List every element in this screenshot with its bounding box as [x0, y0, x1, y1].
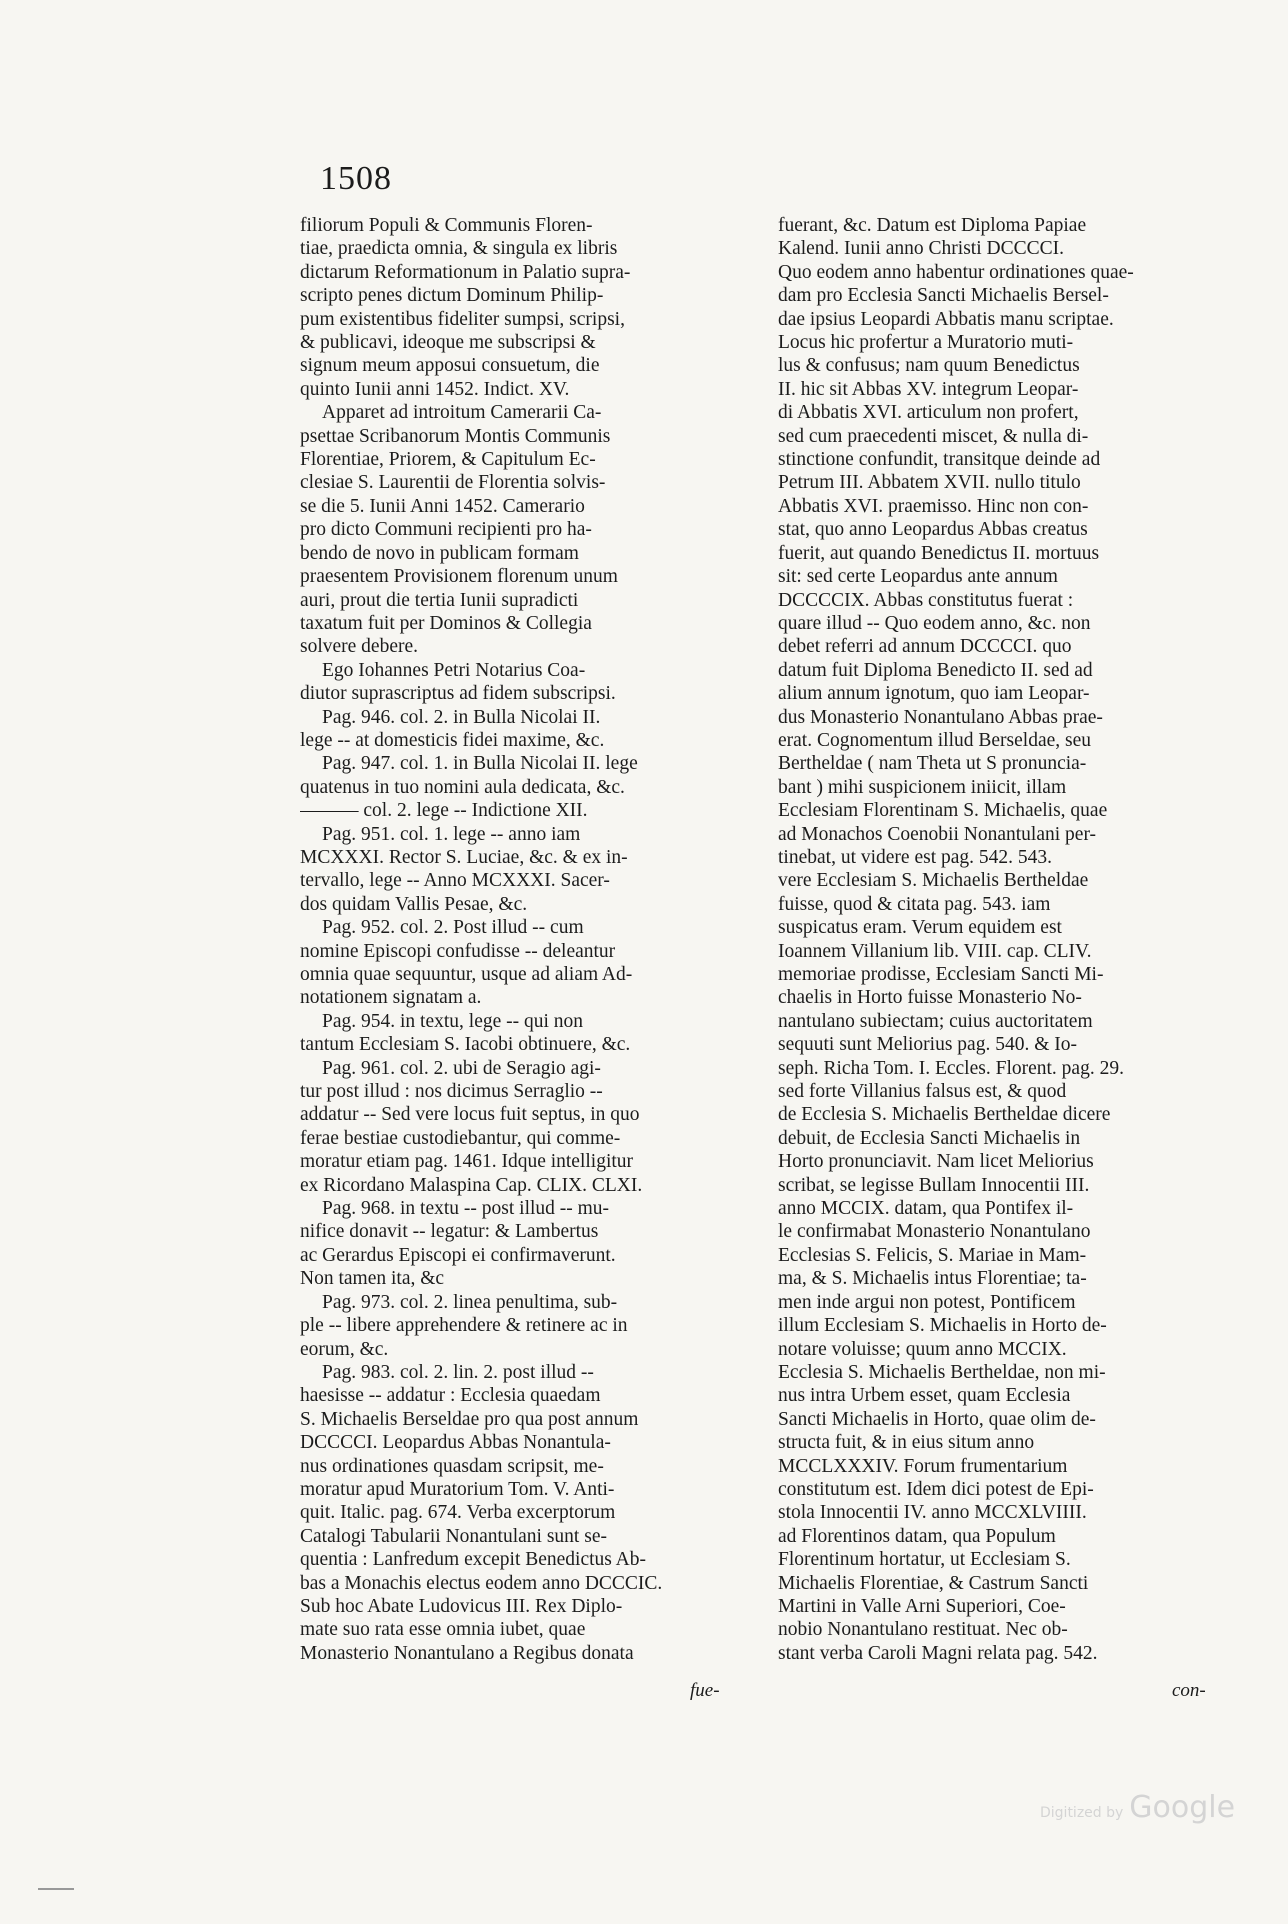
- text-line: sequuti sunt Meliorius pag. 540. & Io-: [778, 1034, 1077, 1056]
- watermark-prefix: Digitized by: [1040, 1805, 1124, 1821]
- text-line: Bertheldae ( nam Theta ut S pronuncia-: [778, 753, 1087, 775]
- text-line: de Ecclesia S. Michaelis Bertheldae dicere: [778, 1104, 1111, 1126]
- watermark-brand: Google: [1129, 1790, 1236, 1825]
- text-line: structa fuit, & in eius situm anno: [778, 1432, 1035, 1454]
- text-line: Horto pronunciavit. Nam licet Meliorius: [778, 1151, 1094, 1173]
- text-line: Ego Iohannes Petri Notarius Coa-: [322, 659, 586, 681]
- text-line: & publicavi, ideoque me subscripsi &: [300, 332, 596, 354]
- text-line: nus ordinationes quasdam scripsit, me-: [300, 1455, 604, 1477]
- text-line: nobio Nonantulano restituat. Nec ob-: [778, 1619, 1068, 1641]
- text-line: moratur etiam pag. 1461. Idque intelligitur: [300, 1151, 634, 1173]
- text-line: suspicatus eram. Verum equidem est: [778, 917, 1062, 939]
- text-line: eorum, &c.: [300, 1338, 389, 1360]
- text-line: Petrum III. Abbatem XVII. nullo titulo: [778, 472, 1081, 494]
- text-line: Pag. 968. in textu -- post illud -- mu-: [322, 1198, 610, 1220]
- text-line: le confirmabat Monasterio Nonantulano: [778, 1221, 1091, 1243]
- text-line: stat, quo anno Leopardus Abbas creatus: [778, 519, 1088, 541]
- text-line: DCCCCI. Leopardus Abbas Nonantula-: [300, 1432, 611, 1454]
- text-line: Pag. 947. col. 1. in Bulla Nicolai II. lege: [322, 753, 638, 775]
- right-text-column: [778, 214, 1200, 1665]
- text-line: constitutum est. Idem dici potest de Epi-: [778, 1478, 1094, 1500]
- text-line: omnia quae sequuntur, usque ad aliam Ad-: [300, 964, 633, 985]
- text-line: Martini in Valle Arni Superiori, Coe-: [778, 1595, 1066, 1617]
- text-line: Michaelis Florentiae, & Castrum Sancti: [778, 1572, 1089, 1594]
- text-line: Pag. 946. col. 2. in Bulla Nicolai II.: [322, 706, 601, 728]
- text-line: illum Ecclesiam S. Michaelis in Horto de-: [778, 1315, 1107, 1337]
- text-line: sit: sed certe Leopardus ante annum: [778, 566, 1058, 588]
- text-line: fuerit, aut quando Benedictus II. mortuus: [778, 542, 1100, 564]
- text-line: datum fuit Diploma Benedicto II. sed ad: [778, 659, 1093, 681]
- digitization-watermark: [1040, 1790, 1235, 1825]
- text-line: ex Ricordano Malaspina Cap. CLIX. CLXI.: [300, 1174, 643, 1196]
- text-line: Abbatis XVI. praemisso. Hinc non con-: [778, 495, 1089, 517]
- text-line: filiorum Populi & Communis Floren-: [300, 215, 593, 236]
- scan-edge-mark: [38, 1888, 74, 1890]
- text-line: quatenus in tuo nomini aula dedicata, &c.: [300, 776, 625, 798]
- text-line: S. Michaelis Berseldae pro qua post annum: [300, 1408, 639, 1430]
- text-line: dictarum Reformationum in Palatio supra-: [300, 261, 631, 283]
- text-line: se die 5. Iunii Anni 1452. Camerario: [300, 495, 585, 517]
- text-line: quentia : Lanfredum excepit Benedictus Ab-: [300, 1549, 647, 1571]
- text-line: stinctione confundit, transitque deinde ad: [778, 449, 1101, 471]
- text-line: dus Monasterio Nonantulano Abbas prae-: [778, 706, 1103, 728]
- text-line: Sub hoc Abate Ludovicus III. Rex Diplo-: [300, 1595, 623, 1617]
- text-line: pum existentibus fideliter sumpsi, scripsi,: [300, 308, 625, 330]
- text-line: mate suo rata esse omnia iubet, quae: [300, 1619, 586, 1641]
- text-line: ad Florentinos datam, qua Populum: [778, 1525, 1056, 1547]
- text-line: nus intra Urbem esset, quam Ecclesia: [778, 1385, 1071, 1407]
- text-line: memoriae prodisse, Ecclesiam Sancti Mi-: [778, 964, 1104, 985]
- text-line: anno MCCIX. datam, qua Pontifex il-: [778, 1198, 1074, 1220]
- text-line: bant ) mihi suspicionem iniicit, illam: [778, 776, 1067, 798]
- text-line: sed cum praecedenti miscet, & nulla di-: [778, 425, 1089, 447]
- text-line: fuerant, &c. Datum est Diploma Papiae: [778, 215, 1087, 236]
- text-line: vere Ecclesiam S. Michaelis Bertheldae: [778, 870, 1089, 892]
- text-line: quit. Italic. pag. 674. Verba excerptorum: [300, 1502, 616, 1524]
- text-line: notationem signatam a.: [300, 987, 482, 1009]
- text-line: scripto penes dictum Dominum Philip-: [300, 285, 604, 307]
- text-line: bas a Monachis electus eodem anno DCCCIC.: [300, 1572, 663, 1594]
- text-line: Pag. 983. col. 2. lin. 2. post illud --: [322, 1361, 594, 1383]
- text-line: diutor suprascriptus ad fidem subscripsi.: [300, 683, 616, 705]
- text-line: nomine Episcopi confudisse -- deleantur: [300, 940, 616, 962]
- text-line: debet referri ad annum DCCCCI. quo: [778, 636, 1072, 658]
- text-line: Pag. 951. col. 1. lege -- anno iam: [322, 823, 581, 845]
- text-line: sed forte Villanius falsus est, & quod: [778, 1081, 1067, 1103]
- left-text-column: [300, 214, 720, 1665]
- text-line: Ioannem Villanium lib. VIII. cap. CLIV.: [778, 940, 1092, 962]
- text-line: alium annum ignotum, quo iam Leopar-: [778, 683, 1090, 705]
- text-line: taxatum fuit per Dominos & Collegia: [300, 612, 592, 634]
- text-line: praesentem Provisionem florenum unum: [300, 566, 618, 588]
- text-line: scribat, se legisse Bullam Innocentii III.: [778, 1174, 1090, 1196]
- text-line: Kalend. Iunii anno Christi DCCCCI.: [778, 238, 1064, 260]
- text-line: dos quidam Vallis Pesae, &c.: [300, 893, 528, 915]
- text-line: auri, prout die tertia Iunii supradicti: [300, 589, 579, 611]
- text-line: moratur apud Muratorium Tom. V. Anti-: [300, 1478, 615, 1500]
- text-line: ——— col. 2. lege -- Indictione XII.: [300, 800, 588, 822]
- text-line: Ecclesias S. Felicis, S. Mariae in Mam-: [778, 1244, 1087, 1266]
- text-line: ma, & S. Michaelis intus Florentiae; ta-: [778, 1268, 1087, 1290]
- text-line: quare illud -- Quo eodem anno, &c. non: [778, 612, 1091, 634]
- text-line: Pag. 961. col. 2. ubi de Seragio agi-: [322, 1057, 601, 1079]
- text-line: II. hic sit Abbas XV. integrum Leopar-: [778, 378, 1079, 400]
- text-line: Ecclesiam Florentinam S. Michaelis, quae: [778, 800, 1108, 822]
- text-line: Sancti Michaelis in Horto, quae olim de-: [778, 1408, 1096, 1430]
- text-line: MCXXXI. Rector S. Luciae, &c. & ex in-: [300, 846, 628, 868]
- text-line: tantum Ecclesiam S. Iacobi obtinuere, &c.: [300, 1034, 631, 1056]
- text-line: tur post illud : nos dicimus Serraglio --: [300, 1081, 603, 1103]
- text-line: chaelis in Horto fuisse Monasterio No-: [778, 987, 1082, 1009]
- text-line: ad Monachos Coenobii Nonantulani per-: [778, 823, 1097, 845]
- text-line: signum meum apposui consuetum, die: [300, 355, 600, 377]
- text-line: tervallo, lege -- Anno MCXXXI. Sacer-: [300, 870, 610, 892]
- text-line: dam pro Ecclesia Sancti Michaelis Bersel-: [778, 285, 1109, 307]
- page-number: 1508: [320, 160, 392, 197]
- text-line: addatur -- Sed vere locus fuit septus, in quo: [300, 1104, 640, 1126]
- text-line: Florentinum hortatur, ut Ecclesiam S.: [778, 1549, 1071, 1571]
- text-line: fuisse, quod & citata pag. 543. iam: [778, 893, 1051, 915]
- text-line: Catalogi Tabularii Nonantulani sunt se-: [300, 1525, 607, 1547]
- text-line: clesiae S. Laurentii de Florentia solvis-: [300, 472, 606, 494]
- text-line: Monasterio Nonantulano a Regibus donata: [300, 1642, 634, 1664]
- right-catchword: con-: [1172, 1680, 1206, 1701]
- text-line: Locus hic profertur a Muratorio muti-: [778, 332, 1074, 354]
- text-line: Non tamen ita, &c: [300, 1268, 445, 1290]
- text-line: di Abbatis XVI. articulum non profert,: [778, 402, 1079, 424]
- text-line: Apparet ad introitum Camerarii Ca-: [322, 402, 602, 424]
- text-line: Pag. 954. in textu, lege -- qui non: [322, 1010, 584, 1032]
- text-line: ferae bestiae custodiebantur, qui comme-: [300, 1127, 621, 1149]
- text-line: dae ipsius Leopardi Abbatis manu scriptae.: [778, 308, 1114, 330]
- text-line: lus & confusus; nam quum Benedictus: [778, 355, 1080, 377]
- text-line: Pag. 973. col. 2. linea penultima, sub-: [322, 1291, 618, 1313]
- text-line: notare voluisse; quum anno MCCIX.: [778, 1338, 1067, 1360]
- text-line: pro dicto Communi recipienti pro ha-: [300, 519, 592, 541]
- text-line: MCCLXXXIV. Forum frumentarium: [778, 1455, 1068, 1477]
- text-line: lege -- at domesticis fidei maxime, &c.: [300, 729, 605, 751]
- text-line: seph. Richa Tom. I. Eccles. Florent. pag. 29.: [778, 1057, 1124, 1079]
- text-line: nifice donavit -- legatur: & Lambertus: [300, 1221, 599, 1243]
- text-line: erat. Cognomentum illud Berseldae, seu: [778, 729, 1092, 751]
- text-line: stant verba Caroli Magni relata pag. 542.: [778, 1642, 1098, 1664]
- text-line: ac Gerardus Episcopi ei confirmaverunt.: [300, 1244, 616, 1266]
- text-line: solvere debere.: [300, 636, 419, 658]
- text-line: Quo eodem anno habentur ordinationes quae-: [778, 261, 1134, 283]
- text-line: Florentiae, Priorem, & Capitulum Ec-: [300, 449, 596, 471]
- text-line: psettae Scribanorum Montis Communis: [300, 425, 611, 447]
- text-line: Ecclesia S. Michaelis Bertheldae, non mi-: [778, 1361, 1106, 1383]
- text-line: Pag. 952. col. 2. Post illud -- cum: [322, 917, 584, 939]
- text-line: tinebat, ut videre est pag. 542. 543.: [778, 846, 1053, 868]
- text-line: DCCCCIX. Abbas constitutus fuerat :: [778, 589, 1074, 611]
- text-line: quinto Iunii anni 1452. Indict. XV.: [300, 378, 570, 400]
- text-line: men inde argui non potest, Pontificem: [778, 1291, 1076, 1313]
- text-line: haesisse -- addatur : Ecclesia quaedam: [300, 1385, 601, 1407]
- text-line: debuit, de Ecclesia Sancti Michaelis in: [778, 1127, 1081, 1149]
- text-line: nantulano subiectam; cuius auctoritatem: [778, 1010, 1093, 1032]
- text-line: stola Innocentii IV. anno MCCXLVIIII.: [778, 1502, 1087, 1524]
- text-line: ple -- libere apprehendere & retinere ac in: [300, 1315, 628, 1337]
- text-line: tiae, praedicta omnia, & singula ex libris: [300, 238, 618, 260]
- left-catchword: fue-: [690, 1680, 720, 1701]
- text-line: bendo de novo in publicam formam: [300, 542, 579, 564]
